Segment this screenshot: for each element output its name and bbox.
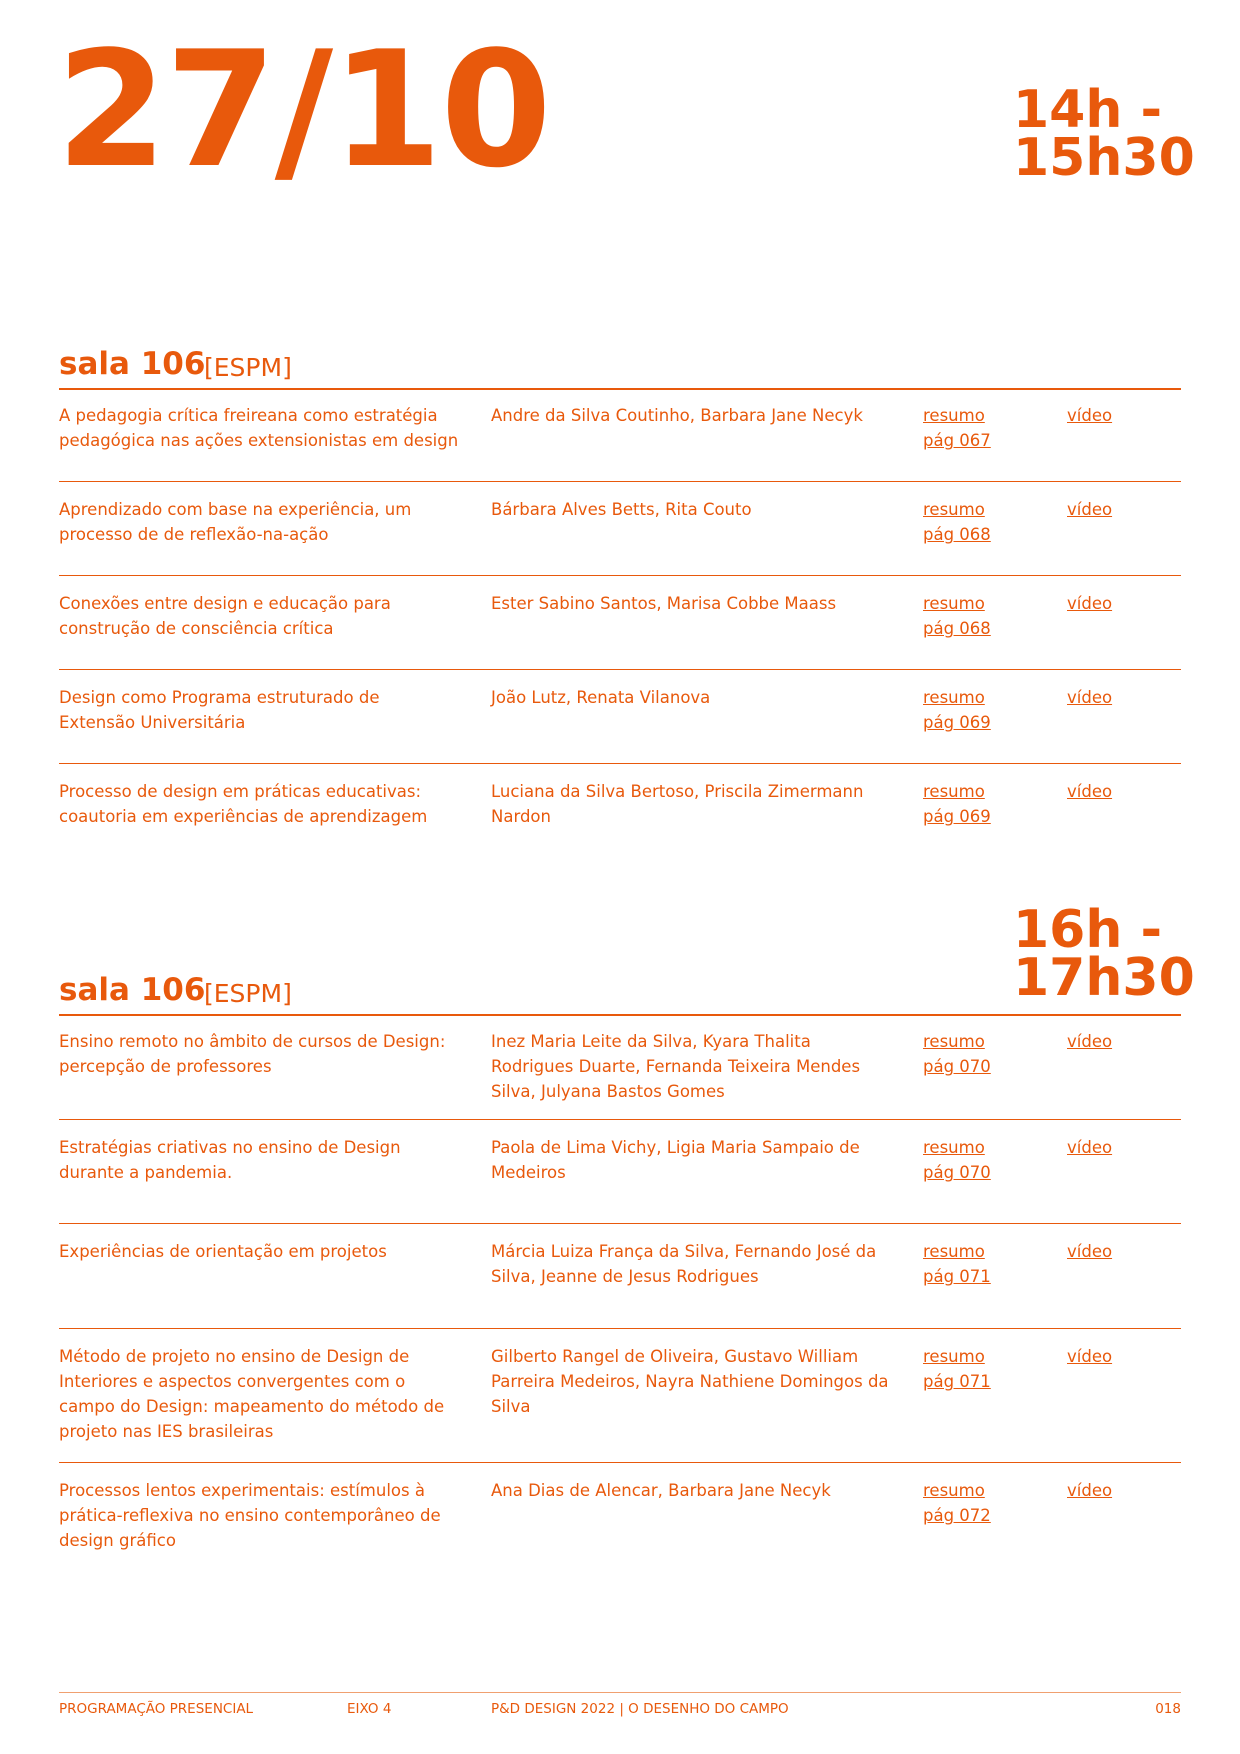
video-link[interactable]: vídeo: [1067, 1032, 1113, 1051]
paper-title: Processos lentos experimentais: estímulos à prática-reflexiva no ensino contemporâneo de design gráfico: [59, 1481, 441, 1550]
resumo-link[interactable]: resumo: [923, 688, 985, 707]
paper-authors: Ana Dias de Alencar, Barbara Jane Necyk: [491, 1481, 831, 1500]
paper-authors: Ester Sabino Santos, Marisa Cobbe Maass: [491, 594, 837, 613]
video-cell: [1067, 1029, 1167, 1054]
resumo-link[interactable]: resumo: [923, 782, 985, 801]
resumo-link-group: [923, 591, 1043, 641]
video-link[interactable]: vídeo: [1067, 782, 1113, 801]
video-link[interactable]: vídeo: [1067, 688, 1113, 707]
paper-authors: Gilberto Rangel de Oliveira, Gustavo William Parreira Medeiros, Nayra Nathiene Domingos da Silva: [491, 1347, 889, 1416]
session-2-room: sala 106: [59, 972, 206, 1008]
session-1-time: 14h - 15h30: [1013, 80, 1195, 188]
resumo-link-group: [923, 685, 1043, 735]
session-1-room: sala 106: [59, 346, 206, 382]
video-link[interactable]: vídeo: [1067, 1481, 1113, 1500]
video-cell: [1067, 779, 1167, 804]
page-link[interactable]: pág 068: [923, 619, 991, 638]
video-link[interactable]: vídeo: [1067, 594, 1113, 613]
session-1-header: [59, 348, 1181, 390]
resumo-link-group: [923, 1239, 1043, 1289]
session-2-header: [59, 974, 1181, 1016]
table-row: [59, 670, 1181, 764]
paper-title: Método de projeto no ensino de Design de Interiores e aspectos convergentes com o campo do Design: mapeamento do método de projeto nas IES brasileiras: [59, 1347, 445, 1441]
resumo-link-group: [923, 1344, 1043, 1394]
paper-authors: Bárbara Alves Betts, Rita Couto: [491, 500, 752, 519]
page-link[interactable]: pág 071: [923, 1372, 991, 1391]
page-link[interactable]: pág 070: [923, 1163, 991, 1182]
video-cell: [1067, 1344, 1167, 1369]
resumo-link[interactable]: resumo: [923, 594, 985, 613]
resumo-link-group: [923, 779, 1043, 829]
video-cell: [1067, 1239, 1167, 1264]
video-cell: [1067, 1478, 1167, 1503]
video-cell: [1067, 403, 1167, 428]
paper-authors: Luciana da Silva Bertoso, Priscila Zimermann Nardon: [491, 782, 864, 826]
page-link[interactable]: pág 068: [923, 525, 991, 544]
video-cell: [1067, 497, 1167, 522]
table-row: [59, 1120, 1181, 1224]
session-2-venue: [ESPM]: [204, 979, 292, 1008]
video-link[interactable]: vídeo: [1067, 1347, 1113, 1366]
paper-authors: João Lutz, Renata Vilanova: [491, 688, 711, 707]
table-row: [59, 388, 1181, 482]
session-2-table: [59, 1014, 1181, 1573]
session-1-venue: [ESPM]: [204, 353, 292, 382]
paper-authors: Márcia Luiza França da Silva, Fernando José da Silva, Jeanne de Jesus Rodrigues: [491, 1242, 877, 1286]
session-1-table: [59, 388, 1181, 857]
footer-axis: EIXO 4: [347, 1701, 392, 1717]
resumo-link[interactable]: resumo: [923, 1138, 985, 1157]
video-link[interactable]: vídeo: [1067, 500, 1113, 519]
paper-title: Experiências de orientação em projetos: [59, 1242, 387, 1261]
paper-authors: Paola de Lima Vichy, Ligia Maria Sampaio de Medeiros: [491, 1138, 860, 1182]
resumo-link-group: [923, 403, 1043, 453]
resumo-link-group: [923, 1135, 1043, 1185]
video-link[interactable]: vídeo: [1067, 1242, 1113, 1261]
paper-title: Conexões entre design e educação para construção de consciência crítica: [59, 594, 391, 638]
page-link[interactable]: pág 069: [923, 713, 991, 732]
table-row: [59, 1463, 1181, 1573]
footer-section: PROGRAMAÇÃO PRESENCIAL: [59, 1701, 254, 1717]
resumo-link-group: [923, 1029, 1043, 1079]
page-link[interactable]: pág 071: [923, 1267, 991, 1286]
paper-title: Processo de design em práticas educativas: coautoria em experiências de aprendizagem: [59, 782, 428, 826]
event-date: 27/10: [56, 16, 550, 203]
page-footer: [59, 1692, 1181, 1723]
video-link[interactable]: vídeo: [1067, 406, 1113, 425]
resumo-link[interactable]: resumo: [923, 1032, 985, 1051]
resumo-link-group: [923, 497, 1043, 547]
resumo-link[interactable]: resumo: [923, 1481, 985, 1500]
paper-authors: Inez Maria Leite da Silva, Kyara Thalita Rodrigues Duarte, Fernanda Teixeira Mendes Silva, Julyana Bastos Gomes: [491, 1032, 861, 1101]
resumo-link[interactable]: resumo: [923, 1347, 985, 1366]
paper-title: Ensino remoto no âmbito de cursos de Design: percepção de professores: [59, 1032, 446, 1076]
session-2-time: 16h - 17h30: [1013, 900, 1195, 1008]
video-cell: [1067, 685, 1167, 710]
table-row: [59, 764, 1181, 857]
table-row: [59, 1329, 1181, 1463]
video-cell: [1067, 591, 1167, 616]
resumo-link-group: [923, 1478, 1043, 1528]
table-row: [59, 576, 1181, 670]
footer-page-number: 018: [1155, 1701, 1181, 1717]
table-row: [59, 482, 1181, 576]
page-link[interactable]: pág 067: [923, 431, 991, 450]
footer-event: P&D DESIGN 2022 | O DESENHO DO CAMPO: [491, 1701, 789, 1717]
page-link[interactable]: pág 069: [923, 807, 991, 826]
page-link[interactable]: pág 070: [923, 1057, 991, 1076]
resumo-link[interactable]: resumo: [923, 406, 985, 425]
table-row: [59, 1014, 1181, 1120]
paper-title: Aprendizado com base na experiência, um processo de de reflexão-na-ação: [59, 500, 412, 544]
paper-title: Design como Programa estruturado de Extensão Universitária: [59, 688, 380, 732]
video-link[interactable]: vídeo: [1067, 1138, 1113, 1157]
resumo-link[interactable]: resumo: [923, 500, 985, 519]
paper-title: Estratégias criativas no ensino de Design durante a pandemia.: [59, 1138, 401, 1182]
page-link[interactable]: pág 072: [923, 1506, 991, 1525]
video-cell: [1067, 1135, 1167, 1160]
resumo-link[interactable]: resumo: [923, 1242, 985, 1261]
paper-title: A pedagogia crítica freireana como estratégia pedagógica nas ações extensionistas em design: [59, 406, 459, 450]
paper-authors: Andre da Silva Coutinho, Barbara Jane Necyk: [491, 406, 863, 425]
table-row: [59, 1224, 1181, 1329]
